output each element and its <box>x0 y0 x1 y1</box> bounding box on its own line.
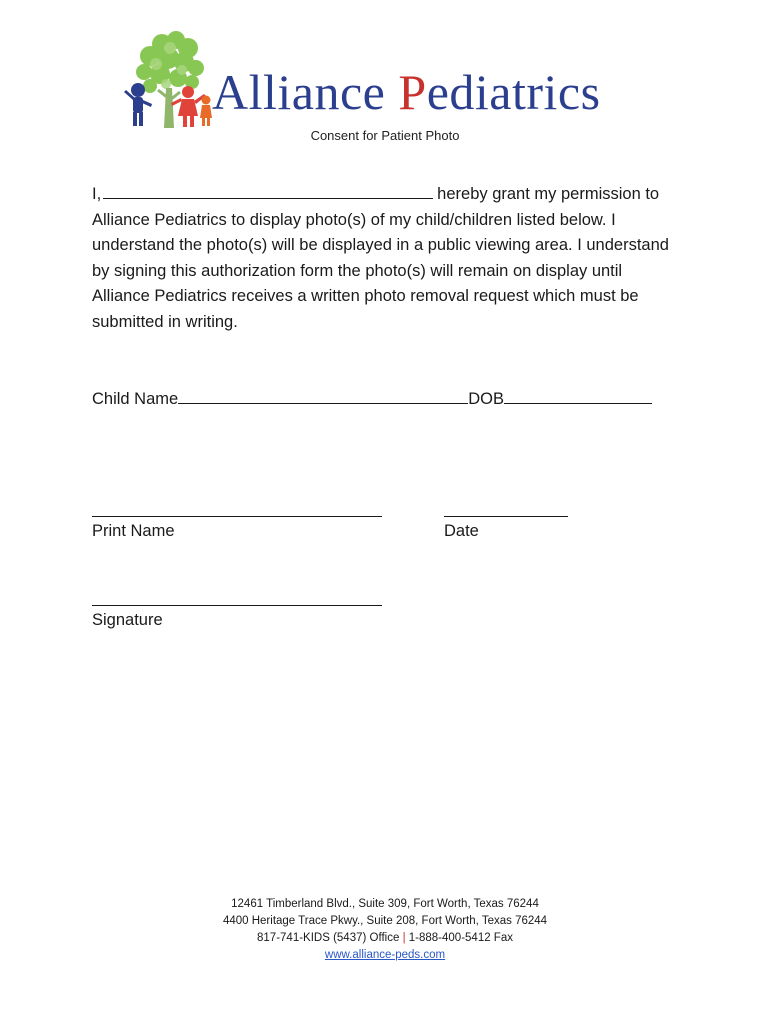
brand-initial-a: A <box>212 64 249 120</box>
signature-line[interactable] <box>92 605 382 606</box>
brand-word2-rest: ediatrics <box>426 64 601 120</box>
date-line[interactable] <box>444 516 568 517</box>
footer-phone-line <box>0 930 770 947</box>
document-title: Consent for Patient Photo <box>310 128 460 143</box>
tree-kids-icon <box>120 28 220 132</box>
para-body: hereby grant my permission to Alliance Pediatrics to display photo(s) of my child/children listed below. I understand the photo(s) will be displayed in a public viewing area. I understand by signing this authorization form the photo(s) will remain on display until Alliance Pediatrics receives a written photo removal request which must be submitted in writing. <box>92 185 669 331</box>
guardian-name-blank[interactable] <box>103 184 433 199</box>
date-label: Date <box>444 522 479 540</box>
footer-office-phone: 817-741-KIDS (5437) Office <box>257 932 400 944</box>
signature-label: Signature <box>92 611 163 629</box>
child-name-label: Child Name <box>92 390 179 408</box>
footer-fax: 1-888-400-5412 Fax <box>408 932 513 944</box>
footer-address-2: 4400 Heritage Trace Pkwy., Suite 208, Fort Worth, Texas 76244 <box>222 915 548 927</box>
print-name-line[interactable] <box>92 516 382 517</box>
brand-word1-rest: lliance <box>248 64 386 120</box>
dob-label: DOB <box>468 390 504 408</box>
footer-address-1: 12461 Timberland Blvd., Suite 309, Fort Worth, Texas 76244 <box>231 898 539 910</box>
brand-name <box>212 64 601 120</box>
footer <box>0 896 770 964</box>
brand-initial-p: P <box>398 64 427 120</box>
consent-paragraph <box>92 182 677 336</box>
child-name-blank[interactable] <box>178 389 468 404</box>
print-name-label: Print Name <box>92 522 175 540</box>
footer-separator: | <box>402 932 406 944</box>
alliance-pediatrics-logo <box>120 28 660 132</box>
footer-website-link[interactable]: www.alliance-peds.com <box>324 949 446 961</box>
dob-blank[interactable] <box>504 389 652 404</box>
para-prefix: I, <box>92 185 102 203</box>
child-info-row <box>92 389 652 409</box>
